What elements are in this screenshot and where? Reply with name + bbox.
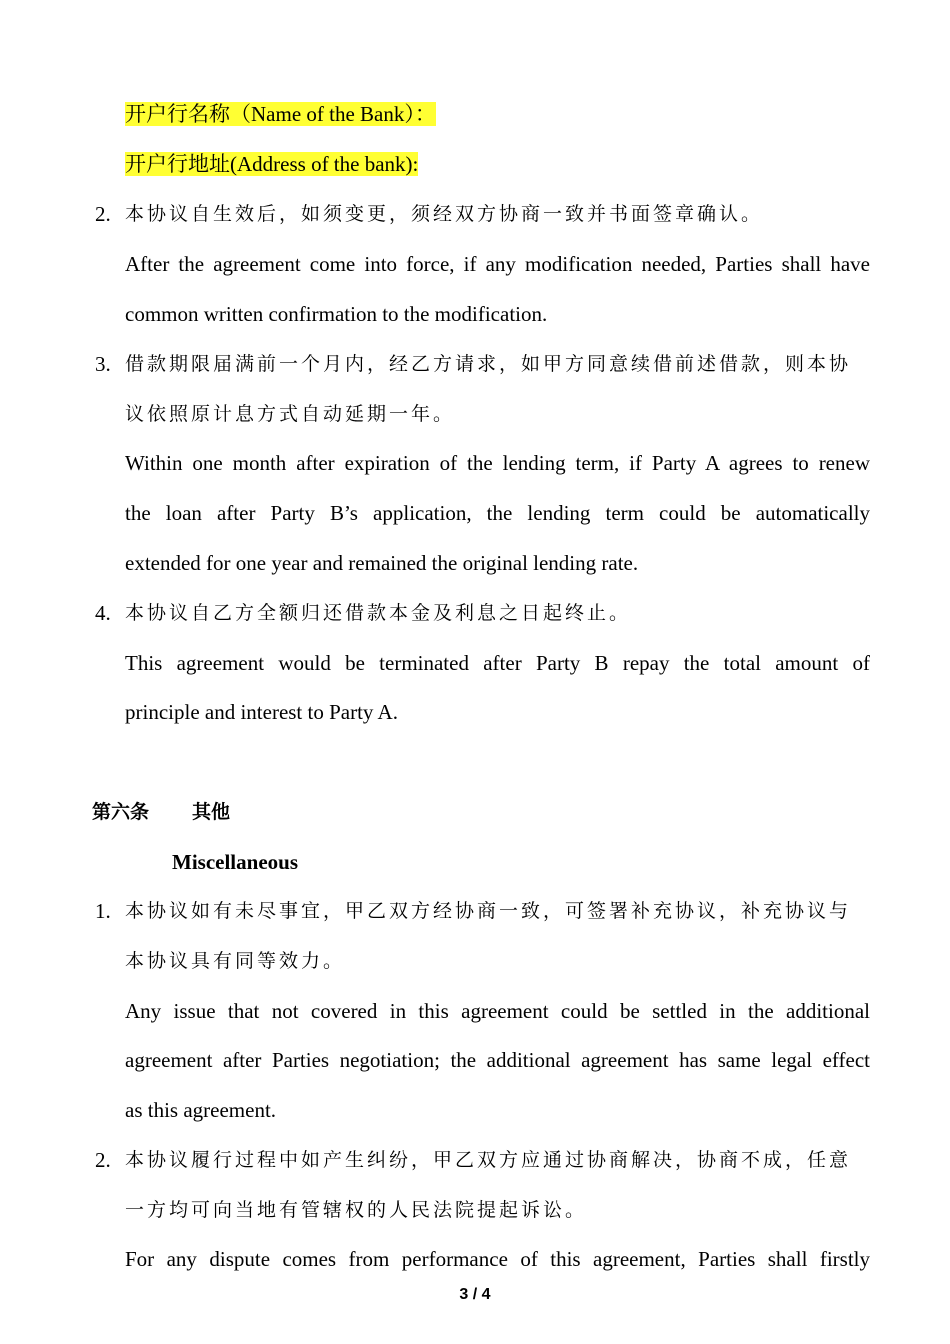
item-number: 4. <box>95 601 111 625</box>
clause-cn-line: 本协议自乙方全额归还借款本金及利息之日起终止。 <box>125 602 632 624</box>
clause-cn-line: 借款期限届满前一个月内，经乙方请求，如甲方同意续借前述借款，则本协 <box>125 353 852 375</box>
clause-cn-line: 本协议履行过程中如产生纠纷，甲乙双方应通过协商解决，协商不成，任意 <box>125 1149 852 1171</box>
bank-name-label <box>125 100 436 128</box>
clause-cn-line: 本协议如有未尽事宜，甲乙双方经协商一致，可签署补充协议，补充协议与 <box>125 900 852 922</box>
bank-address-highlight: 开户行地址(Address of the bank): <box>125 152 419 176</box>
clause-en-line: the loan after Party B’s application, the lending term could be automatically <box>125 501 870 525</box>
item-number: 3. <box>95 352 111 376</box>
item-number: 1. <box>95 899 111 923</box>
bank-name-highlight: 开户行名称（Name of the Bank）： <box>125 102 436 126</box>
clause-en-line: This agreement would be terminated after Party B repay the total amount of <box>125 651 870 675</box>
clause-en-line: agreement after Parties negotiation; the additional agreement has same legal effect <box>125 1048 870 1072</box>
section-title-cn-name: 其他 <box>192 801 231 823</box>
clause-en-line: Any issue that not covered in this agreement could be settled in the additional <box>125 999 870 1023</box>
clause-cn-line: 议依照原计息方式自动延期一年。 <box>125 403 456 425</box>
bank-address-label <box>125 150 418 178</box>
item-number: 2. <box>95 202 111 226</box>
clause-en-line: principle and interest to Party A. <box>125 700 398 724</box>
clause-en-line: For any dispute comes from performance of this agreement, Parties shall firstly <box>125 1247 870 1271</box>
page-number: 3 / 4 <box>459 1286 491 1303</box>
section-title-en: Miscellaneous <box>172 850 298 874</box>
clause-en-line: extended for one year and remained the original lending rate. <box>125 551 639 575</box>
clause-en-line: After the agreement come into force, if any modification needed, Parties shall have <box>125 252 870 276</box>
item-number: 2. <box>95 1148 111 1172</box>
clause-en-line: common written confirmation to the modification. <box>125 302 548 326</box>
clause-en-line: as this agreement. <box>125 1098 277 1122</box>
clause-cn-line: 一方均可向当地有管辖权的人民法院提起诉讼。 <box>125 1199 588 1221</box>
clause-cn-line: 本协议具有同等效力。 <box>125 950 346 972</box>
section-title-cn: 第六条 <box>92 801 150 823</box>
clause-cn-line: 本协议自生效后，如须变更，须经双方协商一致并书面签章确认。 <box>125 203 764 225</box>
clause-en-line: Within one month after expiration of the lending term, if Party A agrees to renew <box>125 451 870 475</box>
